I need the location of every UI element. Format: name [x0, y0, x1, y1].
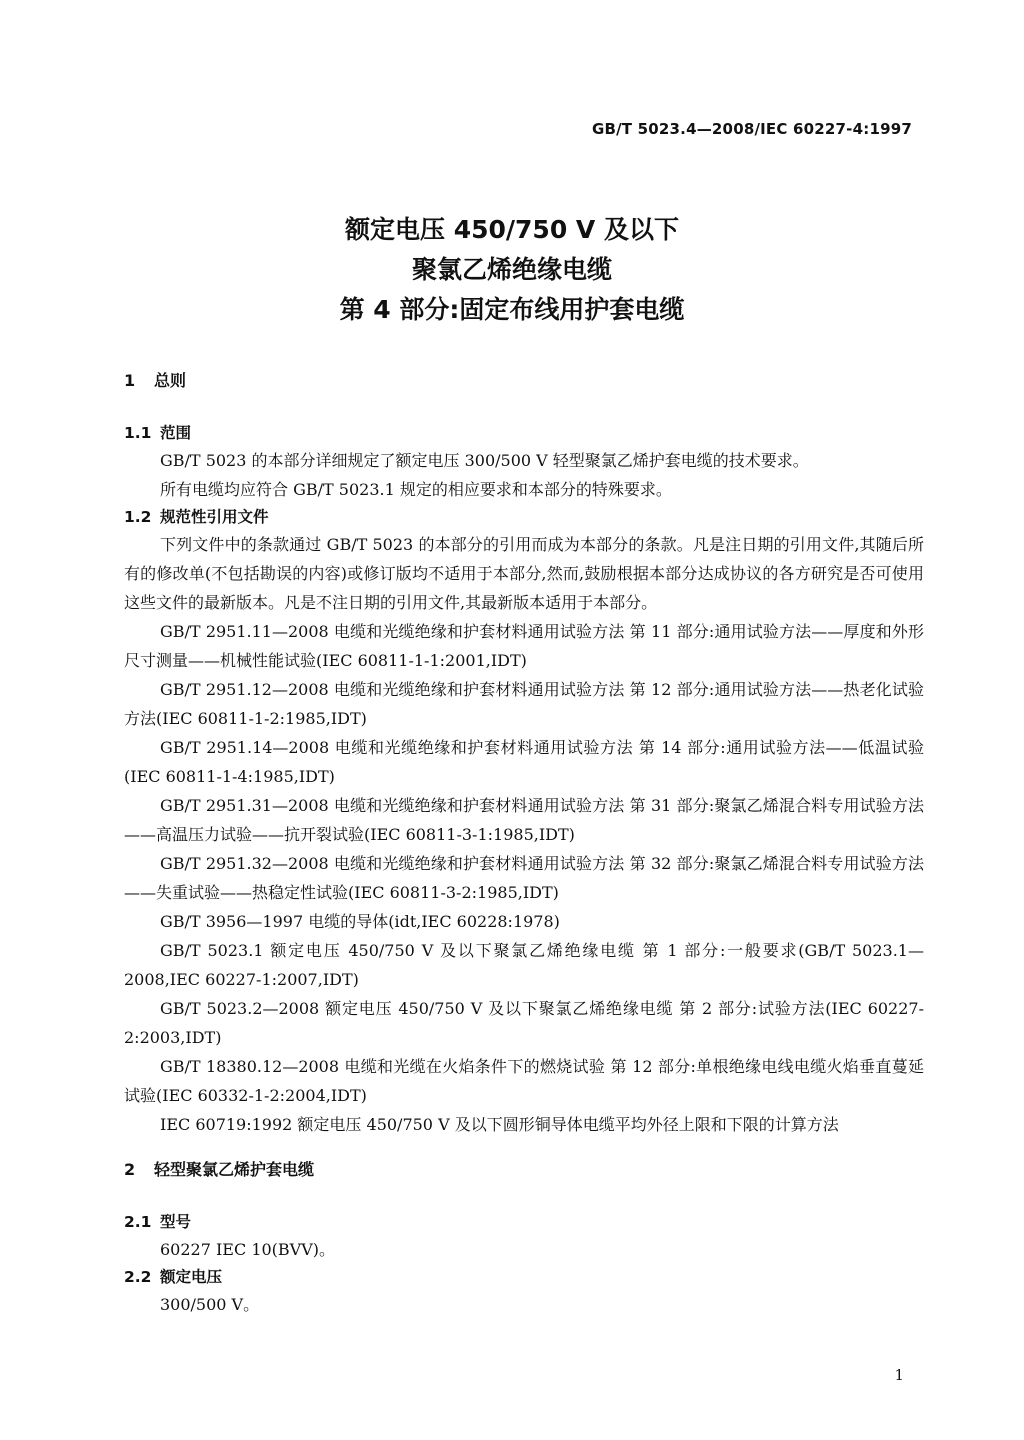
page-number: 1 [894, 1366, 904, 1384]
section-2-2-heading [124, 1264, 924, 1290]
section-number: 2.1 [124, 1213, 152, 1231]
document-title [0, 210, 1024, 330]
reference-item: GB/T 2951.31—2008 电缆和光缆绝缘和护套材料通用试验方法 第 31 部分:聚氯乙烯混合料专用试验方法——高温压力试验——抗开裂试验(IEC 60811-3-1:1985,IDT) [124, 796, 924, 844]
reference-item: GB/T 2951.14—2008 电缆和光缆绝缘和护套材料通用试验方法 第 14 部分:通用试验方法——低温试验(IEC 60811-1-4:1985,IDT) [124, 738, 924, 786]
section-number: 1.2 [124, 508, 152, 526]
section-number: 1 [124, 371, 136, 390]
document-body [124, 368, 924, 1319]
section-title: 型号 [160, 1213, 192, 1231]
section-title: 轻型聚氯乙烯护套电缆 [154, 1160, 315, 1179]
reference-item: GB/T 2951.11—2008 电缆和光缆绝缘和护套材料通用试验方法 第 11 部分:通用试验方法——厚度和外形尺寸测量——机械性能试验(IEC 60811-1-1:2001,IDT) [124, 622, 924, 670]
title-line-3: 第 4 部分:固定布线用护套电缆 [339, 295, 685, 324]
scope-paragraph-1: GB/T 5023 的本部分详细规定了额定电压 300/500 V 轻型聚氯乙烯护套电缆的技术要求。 [160, 451, 809, 470]
section-title: 总则 [154, 371, 187, 390]
normative-references-intro: 下列文件中的条款通过 GB/T 5023 的本部分的引用而成为本部分的条款。凡是注日期的引用文件,其随后所有的修改单(不包括勘误的内容)或修订版均不适用于本部分,然而,鼓励根据本部分达成协议的各方研究是否可使用这些文件的最新版本。凡是不注日期的引用文件,其最新版本适用于本部分。 [124, 535, 924, 612]
section-number: 1.1 [124, 424, 152, 442]
rated-voltage-text: 300/500 V。 [160, 1295, 260, 1314]
section-title: 范围 [160, 424, 192, 442]
reference-item: GB/T 5023.1 额定电压 450/750 V 及以下聚氯乙烯绝缘电缆 第 1 部分:一般要求(GB/T 5023.1—2008,IEC 60227-1:2007,IDT) [124, 941, 924, 989]
section-2-1-heading [124, 1209, 924, 1235]
section-1-1-heading [124, 420, 924, 446]
section-title: 额定电压 [160, 1268, 223, 1286]
section-number: 2 [124, 1160, 136, 1179]
standard-code-header: GB/T 5023.4—2008/IEC 60227-4:1997 [591, 120, 912, 138]
section-number: 2.2 [124, 1268, 152, 1286]
title-line-1: 额定电压 450/750 V 及以下 [345, 215, 679, 244]
scope-paragraph-2: 所有电缆均应符合 GB/T 5023.1 规定的相应要求和本部分的特殊要求。 [160, 480, 672, 499]
section-1-2-heading [124, 504, 924, 530]
reference-item: IEC 60719:1992 额定电压 450/750 V 及以下圆形铜导体电缆平均外径上限和下限的计算方法 [160, 1115, 839, 1134]
reference-item: GB/T 2951.32—2008 电缆和光缆绝缘和护套材料通用试验方法 第 32 部分:聚氯乙烯混合料专用试验方法——失重试验——热稳定性试验(IEC 60811-3-2:1985,IDT) [124, 854, 924, 902]
section-title: 规范性引用文件 [160, 508, 269, 526]
reference-item: GB/T 18380.12—2008 电缆和光缆在火焰条件下的燃烧试验 第 12 部分:单根绝缘电线电缆火焰垂直蔓延试验(IEC 60332-1-2:2004,IDT) [124, 1057, 924, 1105]
reference-item: GB/T 5023.2—2008 额定电压 450/750 V 及以下聚氯乙烯绝缘电缆 第 2 部分:试验方法(IEC 60227-2:2003,IDT) [124, 999, 924, 1047]
section-2-heading [124, 1157, 924, 1183]
reference-item: GB/T 2951.12—2008 电缆和光缆绝缘和护套材料通用试验方法 第 12 部分:通用试验方法——热老化试验方法(IEC 60811-1-2:1985,IDT) [124, 680, 924, 728]
title-line-2: 聚氯乙烯绝缘电缆 [411, 255, 612, 284]
model-text: 60227 IEC 10(BVV)。 [160, 1240, 336, 1259]
reference-item: GB/T 3956—1997 电缆的导体(idt,IEC 60228:1978) [160, 912, 560, 931]
section-1-heading [124, 368, 924, 394]
